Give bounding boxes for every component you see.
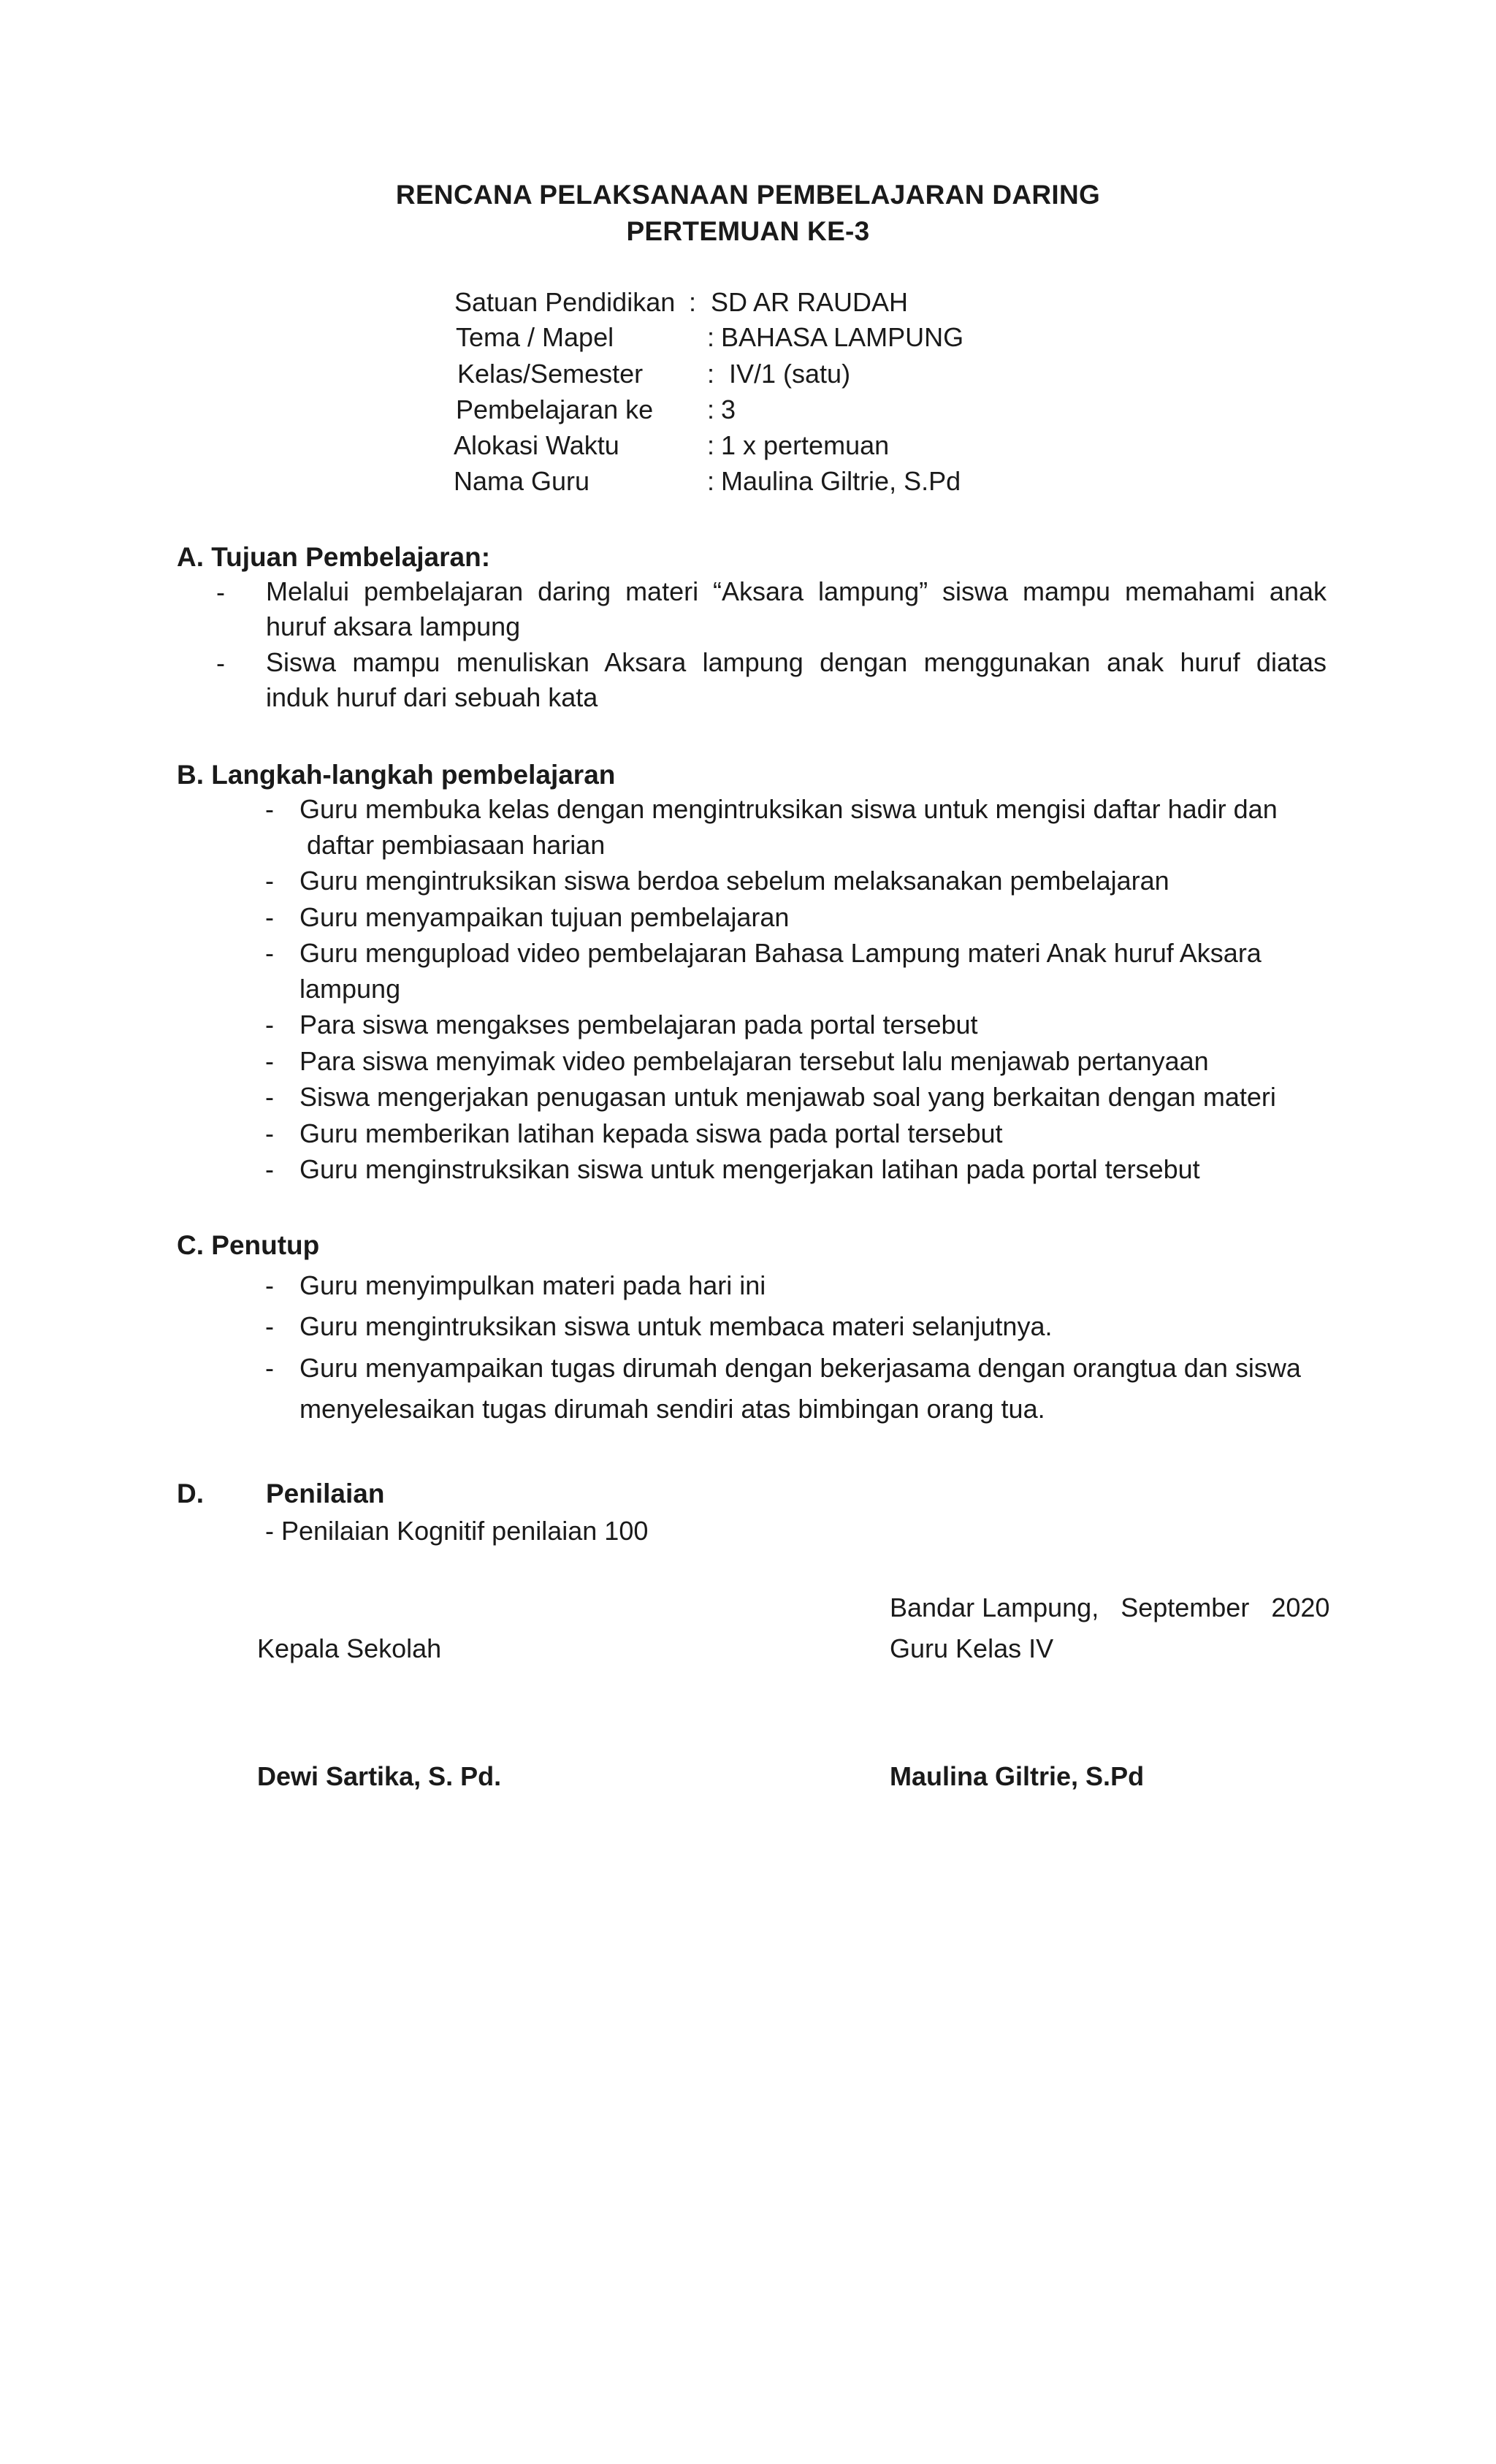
identity-sep: : [707, 430, 715, 460]
identity-sep: : [707, 359, 715, 389]
step-item: Para siswa menyimak video pembelajaran tersebut lalu menjawab pertanyaan [299, 1046, 1209, 1076]
objective-item-line: Siswa mampu menuliskan Aksara lampung dengan menggunakan anak huruf diatas [266, 647, 1327, 677]
section-b-heading: B. Langkah-langkah pembelajaran [177, 760, 616, 790]
identity-value: BAHASA LAMPUNG [721, 322, 964, 352]
objective-item-line: huruf aksara lampung [266, 611, 521, 641]
step-item: Guru memberikan latihan kepada siswa pada portal tersebut [299, 1118, 1003, 1148]
identity-value: Maulina Giltrie, S.Pd [721, 466, 961, 496]
bullet-dash: - [265, 1010, 274, 1040]
step-item: Guru mengintruksikan siswa berdoa sebelum melaksanakan pembelajaran [299, 866, 1169, 896]
left-signer-name: Dewi Sartika, S. Pd. [257, 1761, 502, 1791]
step-item: Guru menyampaikan tujuan pembelajaran [299, 902, 790, 932]
step-item: Siswa mengerjakan penugasan untuk menjawab soal yang berkaitan dengan materi [299, 1082, 1276, 1112]
bullet-dash: - [265, 1270, 274, 1300]
bullet-dash: - [265, 938, 274, 968]
closing-item: Guru menyimpulkan materi pada hari ini [299, 1270, 766, 1300]
identity-label: Nama Guru [454, 466, 590, 496]
identity-sep: : [707, 394, 715, 424]
assessment-item: - Penilaian Kognitif penilaian 100 [265, 1516, 649, 1546]
place-date: Bandar Lampung, September 2020 [890, 1593, 1330, 1622]
right-signer-name: Maulina Giltrie, S.Pd [890, 1761, 1145, 1791]
step-item: lampung [299, 974, 401, 1004]
step-item: Guru membuka kelas dengan mengintruksikan siswa untuk mengisi daftar hadir dan [299, 794, 1278, 824]
bullet-dash: - [265, 902, 274, 932]
identity-label: Alokasi Waktu [454, 430, 619, 460]
section-a-heading: A. Tujuan Pembelajaran: [177, 542, 491, 572]
identity-label: Satuan Pendidikan [454, 287, 676, 317]
identity-sep: : [707, 322, 715, 352]
identity-value: 1 x pertemuan [721, 430, 890, 460]
bullet-dash: - [216, 577, 225, 607]
bullet-dash: - [265, 1118, 274, 1148]
left-signer-role: Kepala Sekolah [257, 1633, 442, 1663]
bullet-dash: - [265, 1046, 274, 1076]
closing-item: Guru mengintruksikan siswa untuk membaca materi selanjutnya. [299, 1311, 1053, 1341]
bullet-dash: - [265, 1154, 274, 1184]
section-c-heading: C. Penutup [177, 1230, 320, 1260]
identity-label: Tema / Mapel [456, 322, 614, 352]
closing-item: menyelesaikan tugas dirumah sendiri atas bimbingan orang tua. [299, 1394, 1045, 1424]
bullet-dash: - [216, 648, 225, 678]
bullet-dash: - [265, 794, 274, 824]
bullet-dash: - [265, 1082, 274, 1112]
step-item: Guru menginstruksikan siswa untuk mengerjakan latihan pada portal tersebut [299, 1154, 1200, 1184]
identity-value: SD AR RAUDAH [711, 287, 909, 317]
objective-item-line: Melalui pembelajaran daring materi “Aksara lampung” siswa mampu memahami anak [266, 576, 1327, 606]
identity-value: IV/1 (satu) [729, 359, 851, 389]
objective-item-line: induk huruf dari sebuah kata [266, 682, 598, 712]
document-title: RENCANA PELAKSANAAN PEMBELAJARAN DARING [395, 180, 1101, 210]
section-d-heading: Penilaian [266, 1479, 385, 1508]
step-item: Para siswa mengakses pembelajaran pada portal tersebut [299, 1010, 978, 1040]
identity-sep: : [689, 287, 697, 317]
bullet-dash: - [265, 1353, 274, 1383]
identity-label: Kelas/Semester [457, 359, 644, 389]
closing-item: Guru menyampaikan tugas dirumah dengan bekerjasama dengan orangtua dan siswa [299, 1353, 1301, 1383]
section-d-letter: D. [177, 1479, 204, 1508]
identity-label: Pembelajaran ke [456, 394, 654, 424]
step-item: daftar pembiasaan harian [307, 830, 606, 860]
bullet-dash: - [265, 1311, 274, 1341]
bullet-dash: - [265, 866, 274, 896]
identity-value: 3 [721, 394, 736, 424]
right-signer-role: Guru Kelas IV [890, 1633, 1054, 1663]
identity-sep: : [707, 466, 715, 496]
step-item: Guru mengupload video pembelajaran Bahasa Lampung materi Anak huruf Aksara [299, 938, 1262, 968]
document-subtitle: PERTEMUAN KE-3 [626, 216, 870, 246]
